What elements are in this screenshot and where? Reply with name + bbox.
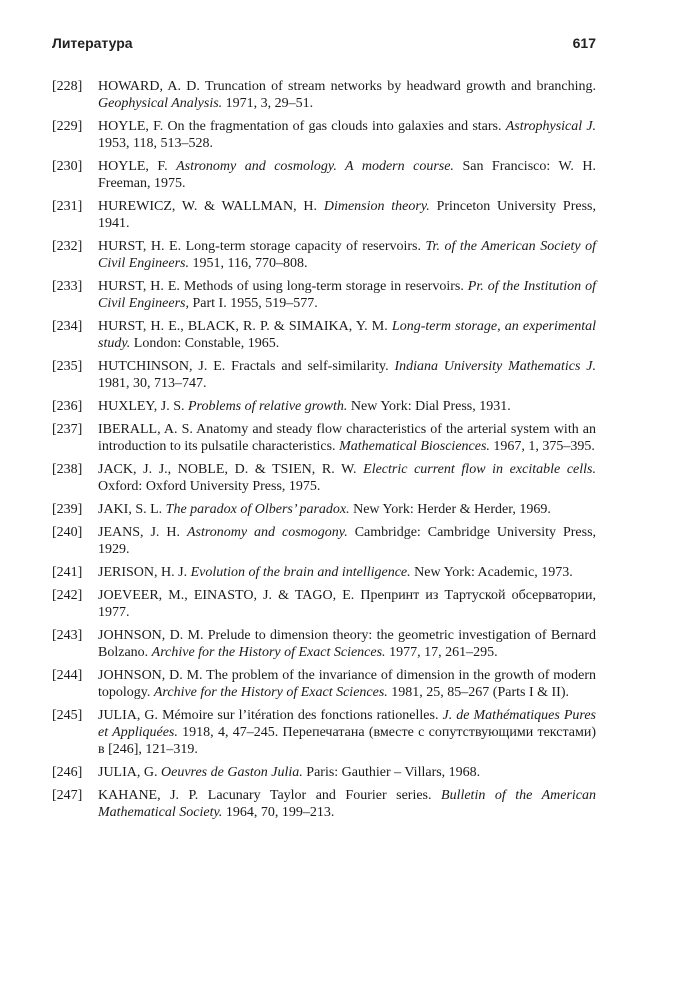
reference-number: [229] — [52, 119, 83, 134]
reference-description: Fractals and self-similarity. — [231, 359, 389, 374]
reference-number: [235] — [52, 359, 83, 374]
reference-body — [98, 198, 596, 232]
reference-description: Anatomy and steady flow characteristics of the arterial system with an introduction to its pulsatile characteristics. — [98, 422, 596, 454]
reference-entry — [52, 398, 596, 415]
reference-entry — [52, 787, 596, 821]
reference-body — [98, 358, 596, 392]
reference-body — [98, 667, 596, 701]
reference-entry — [52, 564, 596, 581]
reference-entry — [52, 627, 596, 661]
reference-author: JEANS, J. H. — [98, 525, 180, 540]
reference-publication-details: 1977, 17, 261–295. — [389, 645, 498, 660]
reference-body — [98, 787, 596, 821]
reference-source-title: The paradox of Olbers’ paradox. — [165, 502, 350, 517]
reference-number: [243] — [52, 628, 83, 643]
reference-publication-details: Oxford: Oxford University Press, 1975. — [98, 479, 321, 494]
section-title: Литература — [52, 35, 133, 51]
reference-entry — [52, 238, 596, 272]
reference-source-title: J. de Mathématiques Pures et Appliquées. — [98, 708, 597, 740]
reference-publication-details: Cambridge: Cambridge University Press, 1929. — [98, 525, 597, 557]
reference-body — [98, 398, 596, 415]
reference-author: IBERALL, A. S. — [98, 422, 193, 437]
reference-publication-details: 1967, 1, 375–395. — [493, 439, 595, 454]
reference-source-title: Pr. of the Institution of Civil Engineers, — [98, 279, 596, 311]
reference-body — [98, 421, 596, 455]
reference-publication-details: Part I. 1955, 519–577. — [192, 296, 318, 311]
reference-number: [234] — [52, 319, 83, 334]
reference-author: HOYLE, F. — [98, 159, 168, 174]
reference-entry — [52, 764, 596, 781]
reference-description: Препринт из Тартуской обсерватории, 1977. — [98, 588, 597, 620]
reference-body — [98, 501, 596, 518]
reference-author: JERISON, H. J. — [98, 565, 188, 580]
reference-entry — [52, 707, 596, 758]
reference-author: HOYLE, F. — [98, 119, 164, 134]
reference-publication-details: 1971, 3, 29–51. — [225, 96, 314, 111]
reference-author: JACK, J. J., NOBLE, D. & TSIEN, R. W. — [98, 462, 357, 477]
reference-number: [246] — [52, 765, 83, 780]
reference-author: HOWARD, A. D. — [98, 79, 200, 94]
reference-number: [228] — [52, 79, 83, 94]
reference-body — [98, 318, 596, 352]
reference-entry — [52, 587, 596, 621]
reference-source-title: Astronomy and cosmology. A modern course. — [176, 159, 454, 174]
reference-author: JAKI, S. L. — [98, 502, 163, 517]
reference-body — [98, 627, 596, 661]
reference-description: Prelude to dimension theory: the geometric investigation of Bernard Bolzano. — [98, 628, 596, 660]
reference-number: [244] — [52, 668, 83, 683]
reference-body — [98, 707, 596, 758]
reference-number: [233] — [52, 279, 83, 294]
reference-body — [98, 564, 596, 581]
reference-publication-details: New York: Dial Press, 1931. — [350, 399, 511, 414]
reference-body — [98, 118, 596, 152]
reference-entry — [52, 524, 596, 558]
reference-number: [240] — [52, 525, 83, 540]
reference-publication-details: 1981, 30, 713–747. — [98, 376, 207, 391]
reference-source-title: Dimension theory. — [323, 199, 430, 214]
reference-body — [98, 764, 596, 781]
reference-description: The problem of the invariance of dimension in the growth of modern topology. — [98, 668, 596, 700]
reference-publication-details: 1964, 70, 199–213. — [225, 805, 335, 820]
reference-number: [238] — [52, 462, 83, 477]
reference-description: Lacunary Taylor and Fourier series. — [207, 788, 432, 803]
reference-number: [247] — [52, 788, 83, 803]
reference-source-title: Evolution of the brain and intelligence. — [190, 565, 411, 580]
reference-publication-details: Paris: Gauthier – Villars, 1968. — [306, 765, 481, 780]
reference-body — [98, 461, 596, 495]
reference-author: HUTCHINSON, J. E. — [98, 359, 226, 374]
reference-source-title: Bulletin of the American Mathematical Society. — [98, 788, 596, 820]
reference-number: [237] — [52, 422, 83, 437]
reference-number: [230] — [52, 159, 83, 174]
reference-source-title: Mathematical Biosciences. — [339, 439, 490, 454]
reference-description: Truncation of stream networks by headward growth and branching. — [204, 79, 597, 94]
reference-entry — [52, 318, 596, 352]
reference-source-title: Archive for the History of Exact Sciences. — [153, 685, 388, 700]
reference-source-title: Astronomy and cosmogony. — [186, 525, 348, 540]
reference-publication-details: San Francisco: W. H. Freeman, 1975. — [98, 159, 597, 191]
reference-number: [241] — [52, 565, 83, 580]
reference-author: HURST, H. E. — [98, 239, 182, 254]
reference-entry — [52, 358, 596, 392]
reference-author: JULIA, G. — [98, 765, 158, 780]
reference-description: On the fragmentation of gas clouds into galaxies and stars. — [167, 119, 502, 134]
reference-author: JOEVEER, M., EINASTO, J. & TAGO, E. — [98, 588, 355, 603]
reference-source-title: Oeuvres de Gaston Julia. — [161, 765, 303, 780]
reference-source-title: Indiana University Mathematics J. — [394, 359, 597, 374]
reference-entry — [52, 158, 596, 192]
reference-number: [245] — [52, 708, 83, 723]
running-head — [52, 35, 596, 55]
reference-source-title: Astrophysical J. — [505, 119, 597, 134]
page-number: 617 — [572, 35, 596, 51]
reference-publication-details: Princeton University Press, 1941. — [98, 199, 596, 231]
reference-publication-details: New York: Herder & Herder, 1969. — [353, 502, 551, 517]
reference-body — [98, 158, 596, 192]
reference-source-title: Electric current flow in excitable cells. — [363, 462, 596, 477]
reference-source-title: Archive for the History of Exact Sciences. — [151, 645, 386, 660]
reference-number: [236] — [52, 399, 83, 414]
reference-description: Methods of using long-term storage in reservoirs. — [183, 279, 464, 294]
reference-number: [242] — [52, 588, 83, 603]
reference-entry — [52, 198, 596, 232]
reference-author: HURST, H. E. — [98, 279, 180, 294]
reference-body — [98, 238, 596, 272]
reference-source-title: Geophysical Analysis. — [98, 96, 223, 111]
reference-entry — [52, 501, 596, 518]
reference-list — [52, 78, 596, 827]
reference-author: HUXLEY, J. S. — [98, 399, 185, 414]
reference-body — [98, 278, 596, 312]
reference-publication-details: New York: Academic, 1973. — [414, 565, 573, 580]
reference-number: [231] — [52, 199, 83, 214]
reference-publication-details: 1918, 4, 47–245. Перепечатана (вместе с сопутствующими текстами) в [246], 121–319. — [98, 725, 596, 757]
reference-body — [98, 78, 596, 112]
reference-entry — [52, 461, 596, 495]
reference-publication-details: 1953, 118, 513–528. — [98, 136, 213, 151]
reference-author: HURST, H. E., BLACK, R. P. & SIMAIKA, Y. M. — [98, 319, 388, 334]
reference-author: JOHNSON, D. M. — [98, 668, 203, 683]
reference-entry — [52, 421, 596, 455]
reference-description: Mémoire sur l’itération des fonctions rationelles. — [162, 708, 439, 723]
reference-body — [98, 587, 596, 621]
reference-author: JOHNSON, D. M. — [98, 628, 204, 643]
reference-body — [98, 524, 596, 558]
reference-description: Long-term storage capacity of reservoirs. — [185, 239, 421, 254]
reference-publication-details: 1981, 25, 85–267 (Parts I & II). — [391, 685, 569, 700]
reference-number: [232] — [52, 239, 83, 254]
reference-author: KAHANE, J. P. — [98, 788, 199, 803]
reference-publication-details: London: Constable, 1965. — [133, 336, 280, 351]
reference-number: [239] — [52, 502, 83, 517]
reference-source-title: Tr. of the American Society of Civil Engineers. — [98, 239, 597, 271]
reference-entry — [52, 78, 596, 112]
reference-source-title: Long-term storage, an experimental study. — [98, 319, 596, 351]
reference-entry — [52, 278, 596, 312]
reference-source-title: Problems of relative growth. — [187, 399, 348, 414]
reference-publication-details: 1951, 116, 770–808. — [192, 256, 308, 271]
reference-entry — [52, 667, 596, 701]
reference-entry — [52, 118, 596, 152]
reference-author: JULIA, G. — [98, 708, 159, 723]
reference-author: HUREWICZ, W. & WALLMAN, H. — [98, 199, 318, 214]
